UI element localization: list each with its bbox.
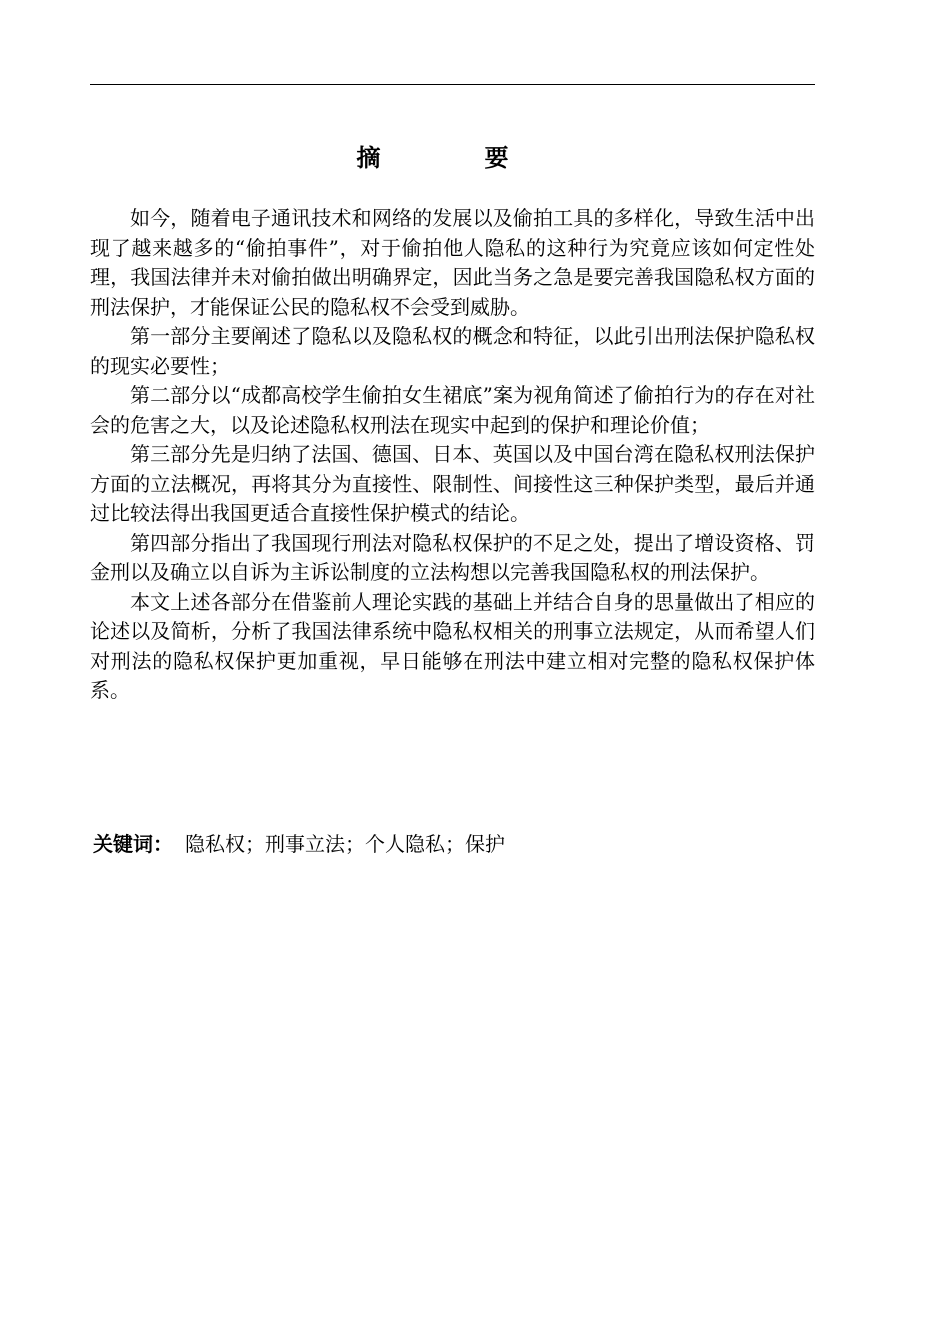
abstract-paragraph: 第四部分指出了我国现行刑法对隐私权保护的不足之处，提出了增设资格、罚金刑以及确立以自诉为主诉讼制度的立法构想以完善我国隐私权的刑法保护。 (90, 530, 815, 584)
abstract-paragraph: 本文上述各部分在借鉴前人理论实践的基础上并结合自身的思量做出了相应的论述以及简析，分析了我国法律系统中隐私权相关的刑事立法规定，从而希望人们对刑法的隐私权保护更加重视，早日能够在刑法中建立相对完整的隐私权保护体系。 (90, 589, 815, 702)
keywords-line (93, 828, 818, 860)
header-rule (90, 84, 815, 85)
keywords-label: 关键词： (93, 832, 173, 856)
abstract-paragraph: 如今，随着电子通讯技术和网络的发展以及偷拍工具的多样化，导致生活中出现了越来越多的“偷拍事件”，对于偷拍他人隐私的这种行为究竟应该如何定性处理，我国法律并未对偷拍做出明确界定，因此当务之急是要完善我国隐私权方面的刑法保护，才能保证公民的隐私权不会受到威胁。 (90, 206, 815, 319)
abstract-paragraph: 第二部分以“成都高校学生偷拍女生裙底”案为视角简述了偷拍行为的存在对社会的危害之大，以及论述隐私权刑法在现实中起到的保护和理论价值； (90, 383, 815, 437)
abstract-paragraph: 第一部分主要阐述了隐私以及隐私权的概念和特征，以此引出刑法保护隐私权的现实必要性； (90, 324, 815, 378)
keywords-value: 隐私权；刑事立法；个人隐私；保护 (185, 832, 505, 856)
abstract-body (90, 204, 815, 706)
page-title: 摘 要 (356, 144, 549, 172)
abstract-paragraph: 第三部分先是归纳了法国、德国、日本、英国以及中国台湾在隐私权刑法保护方面的立法概况，再将其分为直接性、限制性、间接性这三种保护类型，最后并通过比较法得出我国更适合直接性保护模式的结论。 (90, 442, 815, 525)
